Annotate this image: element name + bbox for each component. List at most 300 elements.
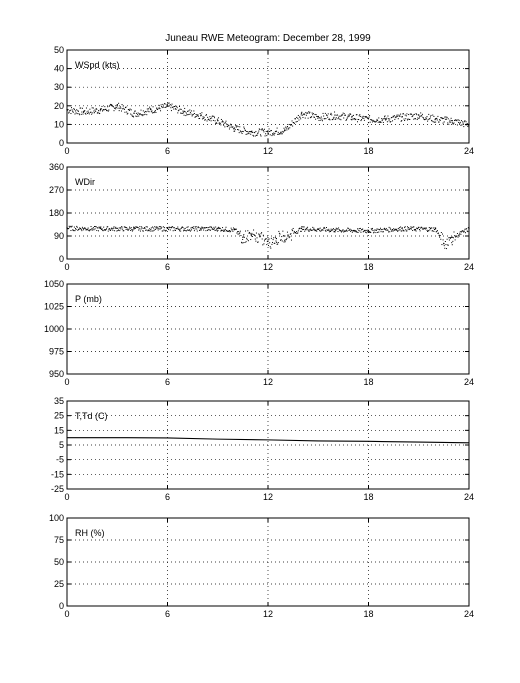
data-dot (238, 234, 239, 235)
y-tick-label: 1000 (43, 324, 64, 334)
panel-label: P (mb) (75, 294, 102, 304)
data-dot (154, 230, 155, 231)
data-dot (212, 116, 213, 117)
data-dot (302, 229, 303, 230)
data-dot (286, 238, 287, 239)
data-dot (344, 113, 345, 114)
data-dot (337, 231, 338, 232)
data-dot (107, 226, 108, 227)
data-dot (468, 127, 469, 128)
data-dot (448, 237, 449, 238)
data-dot (197, 114, 198, 115)
data-dot (367, 118, 368, 119)
data-dot (201, 115, 202, 116)
data-dot (237, 231, 238, 232)
data-dot (93, 111, 94, 112)
data-dot (463, 232, 464, 233)
data-dot (443, 243, 444, 244)
data-dot (453, 124, 454, 125)
data-dot (289, 124, 290, 125)
data-dot (413, 114, 414, 115)
data-dot (148, 108, 149, 109)
data-dot (83, 229, 84, 230)
data-dot (386, 119, 387, 120)
data-dot (191, 110, 192, 111)
data-dot (408, 227, 409, 228)
data-dot (108, 109, 109, 110)
data-dot (250, 131, 251, 132)
data-dot (378, 229, 379, 230)
data-dot (145, 230, 146, 231)
data-dot (414, 229, 415, 230)
data-dot (91, 112, 92, 113)
data-dot (210, 230, 211, 231)
data-dot (323, 113, 324, 114)
y-tick-label: 975 (48, 346, 64, 357)
data-dot (172, 104, 173, 105)
data-dot (253, 230, 254, 231)
data-dot (304, 226, 305, 227)
data-dot (189, 230, 190, 231)
data-dot (159, 108, 160, 109)
data-dot (203, 118, 204, 119)
data-dot (109, 105, 110, 106)
data-dot (68, 109, 69, 110)
data-dot (318, 116, 319, 117)
data-dot (230, 124, 231, 125)
data-dot (405, 118, 406, 119)
data-dot (272, 133, 273, 134)
data-dot (454, 235, 455, 236)
data-dot (331, 229, 332, 230)
data-dot (272, 242, 273, 243)
data-dot (186, 113, 187, 114)
data-dot (74, 227, 75, 228)
data-dot (447, 122, 448, 123)
data-dot (425, 119, 426, 120)
data-dot (140, 113, 141, 114)
data-dot (93, 229, 94, 230)
data-dot (183, 112, 184, 113)
data-dot (415, 118, 416, 119)
data-dot (377, 232, 378, 233)
data-dot (251, 131, 252, 132)
data-dot (372, 228, 373, 229)
data-dot (358, 230, 359, 231)
data-dot (217, 120, 218, 121)
data-dot (112, 230, 113, 231)
data-dot (153, 106, 154, 107)
data-dot (220, 231, 221, 232)
data-dot (153, 230, 154, 231)
y-tick-label: 35 (53, 396, 64, 406)
data-dot (96, 109, 97, 110)
data-dot (173, 109, 174, 110)
data-dot (290, 233, 291, 234)
data-point (276, 238, 277, 239)
data-dot (447, 117, 448, 118)
data-dot (179, 106, 180, 107)
data-dot (343, 229, 344, 230)
data-dot (204, 117, 205, 118)
data-dot (262, 244, 263, 245)
data-dot (408, 114, 409, 115)
data-dot (123, 230, 124, 231)
data-dot (206, 114, 207, 115)
data-dot (258, 132, 259, 133)
data-dot (400, 229, 401, 230)
data-dot (396, 116, 397, 117)
data-dot (414, 114, 415, 115)
data-dot (252, 132, 253, 133)
data-dot (340, 116, 341, 117)
data-dot (456, 235, 457, 236)
data-dot (71, 107, 72, 108)
data-dot (397, 231, 398, 232)
data-dot (118, 108, 119, 109)
data-dot (300, 117, 301, 118)
data-dot (286, 128, 287, 129)
data-dot (72, 109, 73, 110)
data-dot (320, 120, 321, 121)
data-dot (276, 131, 277, 132)
data-dot (259, 234, 260, 235)
y-tick-label: 20 (53, 100, 64, 111)
data-dot (455, 239, 456, 240)
data-dot (217, 119, 218, 120)
data-dot (452, 241, 453, 242)
data-dot (386, 228, 387, 229)
data-dot (388, 118, 389, 119)
data-dot (261, 232, 262, 233)
data-dot (296, 117, 297, 118)
data-dot (74, 113, 75, 114)
data-dot (302, 226, 303, 227)
data-dot (372, 121, 373, 122)
data-dot (74, 230, 75, 231)
data-dot (151, 227, 152, 228)
data-point (334, 115, 335, 116)
data-dot (222, 227, 223, 228)
data-dot (79, 114, 80, 115)
data-dot (448, 124, 449, 125)
data-dot (413, 119, 414, 120)
data-dot (158, 105, 159, 106)
data-dot (298, 115, 299, 116)
data-dot (341, 115, 342, 116)
data-dot (406, 230, 407, 231)
data-dot (165, 104, 166, 105)
data-dot (248, 240, 249, 241)
data-dot (223, 121, 224, 122)
data-dot (132, 229, 133, 230)
data-dot (466, 121, 467, 122)
data-dot (186, 114, 187, 115)
data-dot (416, 113, 417, 114)
data-dot (139, 228, 140, 229)
data-dot (93, 108, 94, 109)
data-dot (216, 228, 217, 229)
data-dot (134, 227, 135, 228)
data-dot (420, 112, 421, 113)
data-dot (117, 228, 118, 229)
x-tick-label: 12 (262, 377, 274, 387)
data-dot (432, 121, 433, 122)
data-dot (367, 230, 368, 231)
data-dot (414, 230, 415, 231)
data-dot (213, 227, 214, 228)
data-dot (445, 116, 446, 117)
data-dot (432, 115, 433, 116)
data-dot (279, 234, 280, 235)
data-dot (284, 241, 285, 242)
data-dot (182, 227, 183, 228)
data-dot (100, 226, 101, 227)
data-dot (207, 227, 208, 228)
data-dot (329, 231, 330, 232)
data-dot (128, 230, 129, 231)
data-dot (287, 232, 288, 233)
data-dot (140, 231, 141, 232)
data-point (184, 111, 185, 112)
data-dot (239, 126, 240, 127)
data-dot (119, 227, 120, 228)
data-dot (265, 135, 266, 136)
data-dot (77, 113, 78, 114)
data-dot (202, 118, 203, 119)
x-tick-label: 24 (463, 146, 475, 156)
data-dot (460, 122, 461, 123)
data-dot (381, 231, 382, 232)
data-dot (177, 228, 178, 229)
data-dot (417, 117, 418, 118)
data-dot (154, 112, 155, 113)
data-dot (236, 233, 237, 234)
data-dot (404, 227, 405, 228)
data-dot (330, 114, 331, 115)
data-dot (169, 105, 170, 106)
data-dot (381, 122, 382, 123)
data-dot (92, 107, 93, 108)
data-dot (98, 110, 99, 111)
data-dot (98, 230, 99, 231)
data-dot (245, 130, 246, 131)
data-dot (348, 115, 349, 116)
y-tick-label: 50 (53, 557, 64, 567)
data-dot (284, 128, 285, 129)
data-dot (288, 127, 289, 128)
data-dot (72, 111, 73, 112)
data-dot (180, 109, 181, 110)
data-dot (369, 232, 370, 233)
data-dot (263, 130, 264, 131)
data-dot (288, 234, 289, 235)
data-dot (300, 228, 301, 229)
data-dot (73, 230, 74, 231)
data-dot (266, 135, 267, 136)
data-dot (378, 117, 379, 118)
data-dot (190, 228, 191, 229)
data-dot (353, 115, 354, 116)
y-tick-label: 950 (48, 369, 64, 379)
data-dot (147, 111, 148, 112)
data-dot (94, 226, 95, 227)
data-dot (434, 122, 435, 123)
data-dot (226, 121, 227, 122)
data-dot (313, 229, 314, 230)
data-dot (244, 242, 245, 243)
data-dot (252, 236, 253, 237)
data-dot (194, 230, 195, 231)
data-dot (296, 233, 297, 234)
data-dot (382, 229, 383, 230)
data-dot (149, 228, 150, 229)
x-tick-label: 6 (164, 377, 171, 387)
data-dot (301, 231, 302, 232)
data-dot (284, 240, 285, 241)
data-dot (233, 227, 234, 228)
data-dot (127, 229, 128, 230)
data-dot (213, 120, 214, 121)
data-dot (354, 230, 355, 231)
data-dot (467, 126, 468, 127)
data-dot (453, 237, 454, 238)
data-dot (377, 228, 378, 229)
data-dot (142, 114, 143, 115)
data-dot (115, 108, 116, 109)
data-dot (82, 227, 83, 228)
data-dot (459, 234, 460, 235)
data-dot (312, 230, 313, 231)
data-dot (118, 229, 119, 230)
data-dot (293, 233, 294, 234)
data-dot (119, 230, 120, 231)
data-dot (146, 230, 147, 231)
data-dot (444, 245, 445, 246)
data-dot (277, 134, 278, 135)
data-dot (463, 123, 464, 124)
data-dot (296, 121, 297, 122)
data-dot (156, 108, 157, 109)
data-dot (420, 116, 421, 117)
data-dot (452, 122, 453, 123)
data-point (452, 237, 453, 238)
data-dot (261, 136, 262, 137)
data-dot (88, 112, 89, 113)
panel-1 (54, 45, 474, 156)
data-dot (90, 229, 91, 230)
data-dot (333, 117, 334, 118)
data-dot (224, 230, 225, 231)
data-dot (95, 228, 96, 229)
data-dot (173, 106, 174, 107)
data-dot (106, 228, 107, 229)
data-dot (327, 115, 328, 116)
data-dot (382, 120, 383, 121)
data-dot (287, 126, 288, 127)
data-dot (278, 242, 279, 243)
data-dot (401, 231, 402, 232)
data-dot (146, 226, 147, 227)
data-dot (227, 126, 228, 127)
data-dot (114, 110, 115, 111)
data-dot (346, 230, 347, 231)
data-dot (168, 106, 169, 107)
data-dot (244, 237, 245, 238)
data-dot (262, 128, 263, 129)
data-dot (99, 227, 100, 228)
y-tick-label: 50 (53, 45, 64, 55)
data-dot (358, 232, 359, 233)
data-dot (186, 227, 187, 228)
data-dot (104, 106, 105, 107)
data-dot (301, 226, 302, 227)
data-dot (379, 229, 380, 230)
data-dot (159, 226, 160, 227)
data-dot (360, 120, 361, 121)
data-dot (428, 114, 429, 115)
data-dot (133, 116, 134, 117)
data-dot (77, 227, 78, 228)
data-dot (141, 229, 142, 230)
data-dot (257, 133, 258, 134)
data-dot (458, 235, 459, 236)
data-dot (356, 232, 357, 233)
y-tick-label: 270 (48, 185, 64, 195)
data-dot (257, 135, 258, 136)
data-dot (218, 227, 219, 228)
data-dot (423, 229, 424, 230)
data-dot (393, 228, 394, 229)
data-dot (367, 231, 368, 232)
data-dot (397, 115, 398, 116)
data-dot (100, 110, 101, 111)
data-dot (457, 124, 458, 125)
x-tick-label: 12 (262, 492, 274, 502)
data-dot (131, 227, 132, 228)
data-dot (143, 110, 144, 111)
data-dot (179, 230, 180, 231)
data-dot (264, 240, 265, 241)
data-dot (143, 231, 144, 232)
data-dot (193, 114, 194, 115)
data-dot (130, 228, 131, 229)
data-dot (395, 229, 396, 230)
data-dot (240, 235, 241, 236)
data-dot (385, 115, 386, 116)
data-dot (392, 229, 393, 230)
data-dot (151, 110, 152, 111)
data-dot (114, 226, 115, 227)
data-dot (398, 118, 399, 119)
data-dot (270, 248, 271, 249)
data-dot (439, 121, 440, 122)
data-dot (85, 228, 86, 229)
data-dot (161, 106, 162, 107)
data-dot (459, 233, 460, 234)
data-dot (266, 244, 267, 245)
data-dot (325, 113, 326, 114)
x-tick-label: 18 (363, 377, 374, 387)
data-dot (234, 131, 235, 132)
y-tick-label: 0 (58, 254, 64, 264)
data-dot (125, 227, 126, 228)
y-tick-label: 180 (48, 208, 64, 218)
data-dot (209, 120, 210, 121)
data-dot (244, 128, 245, 129)
data-dot (115, 107, 116, 108)
data-dot (302, 115, 303, 116)
